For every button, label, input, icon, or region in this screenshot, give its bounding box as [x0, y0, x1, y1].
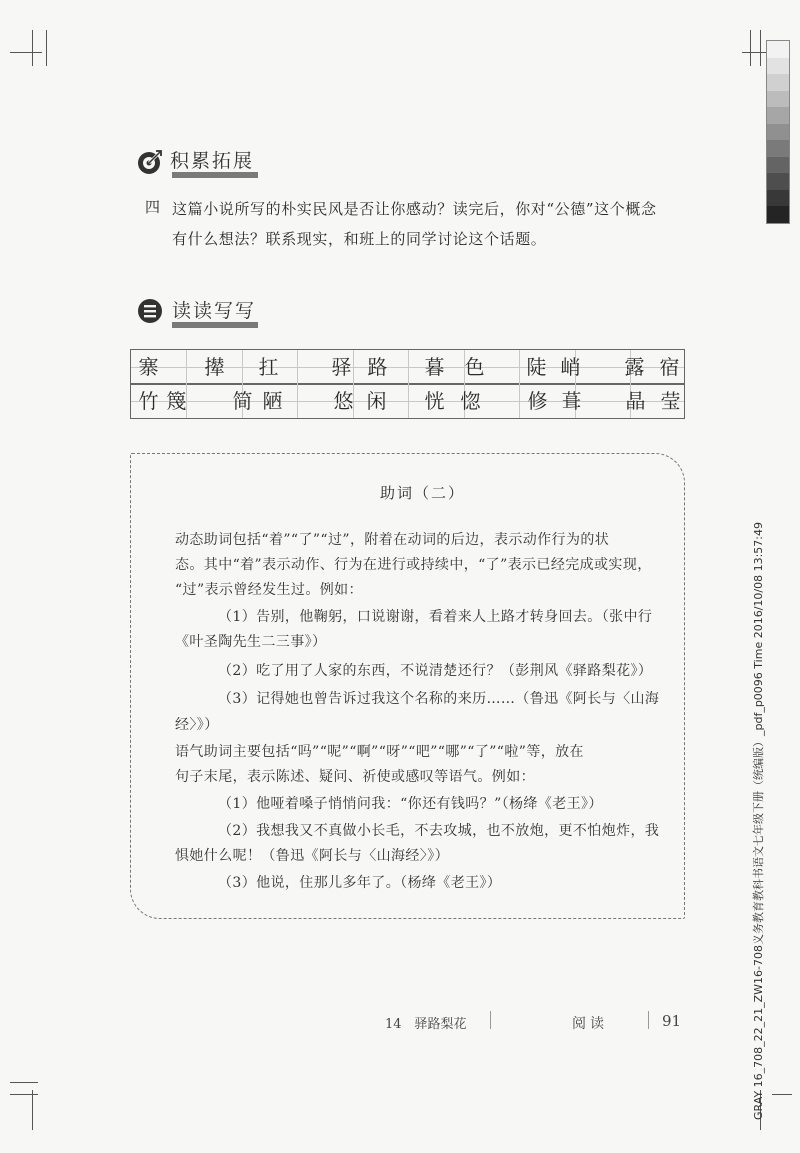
section-title: 读读写写	[172, 300, 257, 322]
vocab-char: 路	[367, 355, 388, 379]
print-file-info: 16_708_22_21_ZW16-708义务教育教科书语文七年级下册（统编版）_pdf_p0096 Time 2016/10/08 13:57:49	[752, 521, 765, 1088]
question-text	[172, 194, 712, 254]
vocab-char: 惚	[460, 389, 481, 413]
crop-mark	[10, 1082, 38, 1083]
question-line: 有什么想法？联系现实，和班上的同学讨论这个话题。	[172, 230, 547, 248]
example-line: （3）他说，住那儿多年了。（杨绛《老王》）	[218, 875, 502, 891]
box-paragraph-line: 动态助词包括“着”“了”“过”，附着在动词的后边，表示动作行为的状	[175, 532, 610, 548]
vocab-char: 色	[464, 355, 485, 379]
example-line: 惧她什么呢！（鲁迅《阿长与〈山海经〉》）	[175, 848, 449, 864]
vocab-char: 葺	[561, 389, 582, 413]
question-number: 四	[145, 198, 161, 216]
example-line: （2）我想我又不真做小长毛，不去攻城，也不放炮，更不怕炮炸，我	[218, 823, 660, 839]
print-gray-label: GRAY	[752, 1090, 765, 1120]
crop-mark	[32, 1090, 33, 1130]
vocab-char: 撵	[204, 355, 225, 379]
section-title: 积累拓展	[170, 150, 255, 172]
vocab-char: 闲	[366, 389, 387, 413]
vocab-char: 寨	[138, 355, 159, 379]
vocab-char: 宿	[659, 355, 680, 379]
vocab-char: 恍	[424, 389, 445, 413]
page-number: 91	[662, 1012, 682, 1030]
list-icon	[136, 297, 162, 323]
section-underline	[172, 322, 258, 328]
crop-mark	[46, 30, 47, 66]
crop-mark	[760, 30, 761, 66]
crop-mark	[10, 52, 42, 53]
box-title: 助词（二）	[380, 484, 466, 502]
vocab-char: 修	[527, 389, 548, 413]
vocab-char: 驿	[331, 355, 352, 379]
box-paragraph-line: 态。其中“着”表示动作、行为在进行或持续中，“了”表示已经完成或实现，	[175, 557, 652, 573]
example-line: （1）告别，他鞠躬，口说谢谢，看着来人上路才转身回去。（张中行	[218, 609, 653, 625]
example-line: 经〉》）	[175, 717, 219, 733]
vocab-char: 扛	[258, 355, 279, 379]
vocab-row	[131, 350, 684, 384]
crop-mark	[10, 1094, 38, 1095]
vocab-char: 篾	[166, 389, 187, 413]
crop-mark	[772, 1094, 792, 1095]
example-line: 《叶圣陶先生二三事》）	[175, 634, 327, 650]
box-paragraph-line: 句子末尾，表示陈述、疑问、祈使或感叹等语气。例如：	[175, 769, 535, 785]
vocab-char: 晶	[625, 389, 646, 413]
crop-mark	[750, 30, 751, 66]
example-line: （3）记得她也曾告诉过我这个名称的来历……（鲁迅《阿长与〈山海	[218, 691, 660, 707]
print-info	[750, 522, 766, 1120]
vocab-char: 简	[232, 389, 253, 413]
target-icon	[136, 148, 162, 174]
vocab-char: 陡	[526, 355, 547, 379]
vocab-char: 暮	[424, 355, 445, 379]
crop-mark	[32, 30, 33, 66]
gray-scale-strip	[766, 40, 790, 224]
example-line: （2）吃了用了人家的东西，不说清楚还行？（彭荆风《驿路梨花》）	[218, 663, 653, 679]
example-line: （1）他哑着嗓子悄悄问我：“你还有钱吗？”（杨绛《老王》）	[218, 796, 603, 812]
section-underline	[172, 172, 258, 178]
question-line: 这篇小说所写的朴实民风是否让你感动？读完后，你对“公德”这个概念	[172, 200, 657, 218]
vocab-char: 峭	[560, 355, 581, 379]
vocab-char: 莹	[660, 389, 681, 413]
footer-divider	[648, 1011, 649, 1029]
box-paragraph-line: “过”表示曾经发生过。例如：	[175, 582, 363, 598]
vocab-char: 悠	[333, 389, 354, 413]
box-paragraph-line: 语气助词主要包括“吗”“呢”“啊”“呀”“吧”“哪”“了”“啦”等，放在	[175, 744, 584, 760]
footer-divider	[490, 1011, 491, 1029]
vocab-row	[131, 384, 684, 418]
vocab-char: 陋	[262, 389, 283, 413]
footer-lesson: 14 驿路梨花	[385, 1017, 467, 1032]
vocab-grid	[130, 349, 685, 419]
vocab-char: 竹	[138, 389, 159, 413]
vocab-char: 露	[624, 355, 645, 379]
footer-section: 阅读	[572, 1016, 608, 1032]
